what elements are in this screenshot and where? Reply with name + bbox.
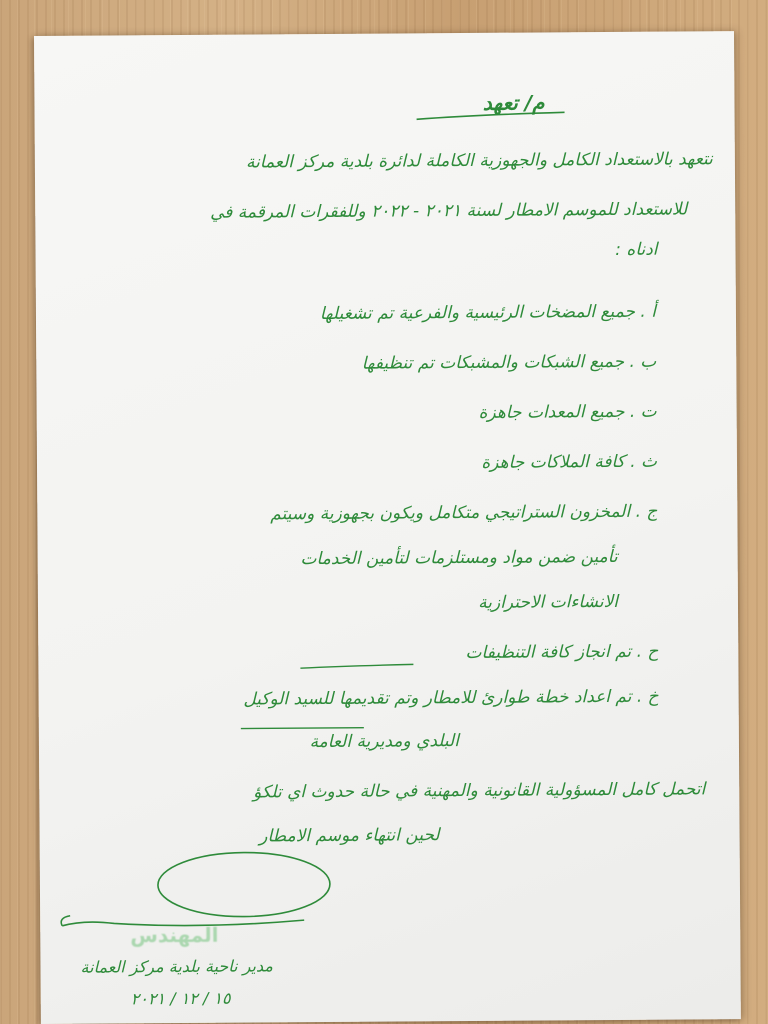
document-paper xyxy=(34,31,741,1024)
document-date: ١٥ / ١٢ / ٢٠٢١ xyxy=(130,988,231,1009)
title-underline xyxy=(415,110,575,131)
intro-line-3: ادناه : xyxy=(615,239,658,260)
list-item-kh-cont: البلدي ومديرية العامة xyxy=(309,731,460,753)
list-item-kh: خ . تم اعداد خطة طوارئ للامطار وتم تقديمها للسيد الوكيل xyxy=(243,686,659,710)
list-item-a: أ . جميع المضخات الرئيسية والفرعية تم تشغيلها xyxy=(319,301,657,325)
intro-line-1: نتعهد بالاستعداد الكامل والجهوزية الكاملة لدائرة بلدية مركز العمانة xyxy=(245,149,713,173)
document-title: م/ تعهد xyxy=(482,90,545,115)
signature-stamp-name: المهندس xyxy=(130,922,219,948)
list-item-t: ت . جميع المعدات جاهزة xyxy=(478,401,657,423)
intro-line-2: للاستعداد للموسم الامطار لسنة ٢٠٢١ - ٢٠٢٢ وللفقرات المرقمة في xyxy=(209,199,688,223)
list-item-h: ح . تم انجاز كافة التنظيفات xyxy=(465,641,659,664)
item-h-underline xyxy=(298,661,418,672)
list-item-b: ب . جميع الشبكات والمشبكات تم تنظيفها xyxy=(361,351,657,374)
signatory-title: مدير ناحية بلدية مركز العمانة xyxy=(80,956,274,977)
list-item-j-cont-1: تأمين ضمن مواد ومستلزمات لتأمين الخدمات xyxy=(300,546,618,570)
closing-line-1: اتحمل كامل المسؤولية القانونية والمهنية في حالة حدوث اي تلكؤ xyxy=(253,779,706,803)
items-end-line xyxy=(239,724,369,735)
closing-line-2: لحين انتهاء موسم الامطار xyxy=(259,825,440,847)
list-item-j-cont-2: الانشاءات الاحترازية xyxy=(478,591,619,613)
list-item-th: ث . كافة الملاكات جاهزة xyxy=(481,451,658,473)
list-item-j: ج . المخزون الستراتيجي متكامل ويكون بجهوزية وسيتم xyxy=(270,501,658,525)
